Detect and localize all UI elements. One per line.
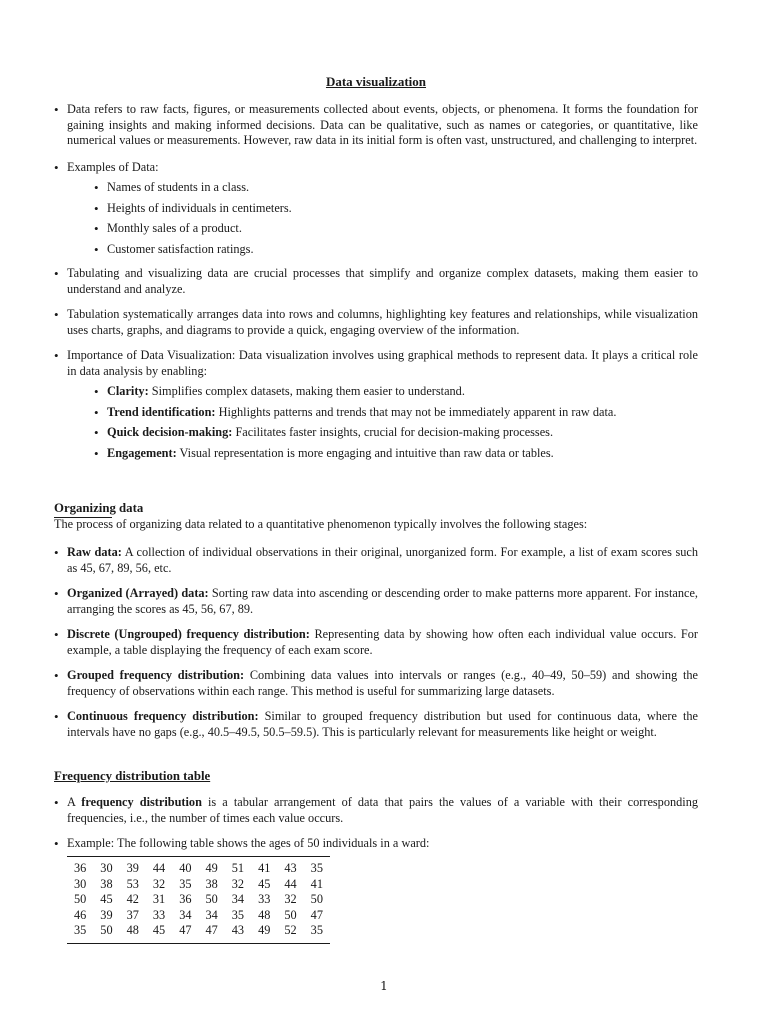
- table-cell: 36: [74, 861, 87, 875]
- table-cell: 47: [310, 907, 323, 922]
- definition-prefix: A: [67, 795, 82, 809]
- table-cell: 47: [179, 923, 192, 937]
- organizing-heading: Organizing data: [54, 501, 144, 515]
- table-cell: 48: [126, 923, 139, 937]
- stage-text: Combining data values into intervals or ranges (e.g., 40–49, 50–59) and showing the frequency of observations within each range. This method is useful for summarizing large datasets.: [67, 668, 698, 698]
- organizing-lead: The process of organizing data related to a quantitative phenomenon typically involves the following stages:: [54, 517, 588, 531]
- tabulation-paragraph: Tabulation systematically arranges data into rows and columns, highlighting key features and relationships, while visualization uses charts, graphs, and diagrams to provide a quick, engaging overview of the information.: [67, 307, 698, 337]
- table-cell: 49: [205, 861, 218, 875]
- list-item: [54, 102, 698, 149]
- list-item: [54, 709, 698, 740]
- stage-term: Continuous frequency distribution:: [67, 709, 259, 723]
- list-item: [54, 307, 698, 338]
- table-cell: 47: [205, 923, 218, 937]
- list-item: [94, 221, 698, 237]
- page-number: 1: [380, 979, 388, 993]
- table-cell: 32: [284, 892, 297, 906]
- table-cell: 35: [74, 923, 87, 937]
- examples-list: [67, 180, 698, 257]
- benefit-term: Trend identification:: [107, 404, 216, 419]
- table-cell: 39: [100, 907, 113, 922]
- table-cell: 31: [152, 892, 166, 906]
- list-item: [54, 627, 698, 658]
- benefit-term: Quick decision-making:: [107, 425, 233, 439]
- table-cell: 45: [258, 876, 271, 891]
- table-cell: 53: [126, 876, 139, 891]
- table-cell: 50: [310, 892, 323, 906]
- table-cell: 39: [126, 861, 139, 875]
- table-cell: 40: [179, 861, 192, 875]
- stage-text: Sorting raw data into ascending or descending order to make patterns more apparent. For instance, arranging the scores as 45, 56, 67, 89.: [67, 586, 698, 616]
- benefit-term: Engagement:: [107, 445, 177, 460]
- list-item: [54, 836, 698, 852]
- list-item: [94, 405, 698, 421]
- table-cell: 41: [310, 876, 323, 891]
- table-cell: 48: [258, 907, 271, 922]
- list-item: [54, 266, 698, 297]
- benefits-list: [67, 384, 698, 461]
- benefit-term: Clarity:: [107, 384, 149, 398]
- table-cell: 30: [100, 861, 113, 875]
- benefit-text: Visual representation is more engaging and intuitive than raw data or tables.: [176, 445, 554, 460]
- table-row: [67, 857, 330, 877]
- definition-term: frequency distribution: [81, 795, 202, 809]
- benefit-text: Simplifies complex datasets, making them easier to understand.: [148, 384, 465, 398]
- example-item: Customer satisfaction ratings.: [107, 241, 254, 256]
- table-cell: 44: [284, 876, 297, 891]
- table-cell: 50: [205, 892, 218, 906]
- frequency-section: [54, 795, 698, 852]
- list-item: [54, 160, 698, 258]
- page-title: Data visualization: [325, 74, 427, 89]
- table-cell: 33: [152, 907, 166, 922]
- ages-table-wrapper: [67, 856, 330, 944]
- table-cell: 38: [205, 876, 218, 891]
- list-item: [94, 180, 698, 196]
- table-row: [67, 892, 330, 908]
- table-cell: 32: [152, 876, 166, 891]
- table-cell: 38: [100, 876, 113, 891]
- table-cell: 33: [258, 892, 271, 906]
- table-cell: 50: [100, 923, 113, 937]
- example-item: Names of students in a class.: [107, 180, 250, 194]
- example-text: Example: The following table shows the ages of 50 individuals in a ward:: [67, 836, 430, 850]
- list-item: [94, 242, 698, 258]
- list-item: [54, 586, 698, 617]
- table-cell: 34: [231, 892, 245, 906]
- list-item: [94, 384, 698, 400]
- table-row: [67, 877, 330, 893]
- intro-paragraph: Data refers to raw facts, figures, or measurements collected about events, objects, or phenomena. It forms the foundation for gaining insights and making informed decisions. Data can be qualitative, such as names or categories, or quantitative, like numerical values or measurements. However, raw data in its initial form is often vast, unstructured, and challenging to interpret.: [67, 102, 698, 147]
- table-cell: 32: [231, 876, 245, 891]
- list-item: [94, 446, 698, 462]
- table-cell: 37: [126, 907, 139, 922]
- list-item: [54, 545, 698, 576]
- table-cell: 34: [205, 907, 218, 922]
- table-cell: 49: [258, 923, 271, 937]
- table-cell: 41: [258, 861, 271, 875]
- table-cell: 52: [284, 923, 297, 937]
- table-cell: 51: [231, 861, 245, 875]
- stage-text: Similar to grouped frequency distribution but used for continuous data, where the intervals have no gaps (e.g., 40.5–49.5, 50.5–59.5). This is particularly relevant for measurements like height or weight.: [67, 709, 698, 739]
- table-cell: 36: [179, 892, 192, 906]
- table-cell: 43: [284, 861, 297, 875]
- list-item: [94, 201, 698, 217]
- table-cell: 42: [126, 892, 139, 906]
- table-cell: 34: [179, 907, 192, 922]
- stage-term: Discrete (Ungrouped) frequency distribution:: [67, 627, 310, 641]
- table-cell: 45: [152, 923, 166, 937]
- stage-text: A collection of individual observations in their original, unorganized form. For example, a list of exam scores such as 45, 67, 89, 56, etc.: [67, 545, 698, 575]
- example-item: Heights of individuals in centimeters.: [107, 200, 292, 215]
- table-cell: 50: [284, 907, 297, 922]
- table-cell: 35: [310, 923, 323, 937]
- ages-table: [67, 856, 330, 944]
- example-item: Monthly sales of a product.: [107, 221, 242, 235]
- heading-underline: [54, 517, 112, 518]
- table-cell: 45: [100, 892, 113, 906]
- importance-paragraph: Importance of Data Visualization: Data visualization involves using graphical methods to represent data. It plays a critical role in data analysis by enabling:: [67, 348, 698, 378]
- table-cell: 35: [310, 861, 323, 875]
- organizing-section: [54, 545, 698, 740]
- stage-term: Organized (Arrayed) data:: [67, 586, 209, 600]
- stage-term: Raw data:: [67, 545, 122, 559]
- examples-label: Examples of Data:: [67, 159, 159, 174]
- definition-text: is a tabular arrangement of data that pairs the values of a variable with their corresponding frequencies, i.e., the number of times each value occurs.: [67, 795, 698, 825]
- table-cell: 43: [231, 923, 245, 937]
- stage-text: Representing data by showing how often each individual value occurs. For example, a table displaying the frequency of each exam score.: [67, 627, 698, 657]
- table-row: [67, 923, 330, 943]
- list-item: [54, 668, 698, 699]
- table-cell: 46: [74, 907, 87, 922]
- table-cell: 30: [74, 876, 87, 891]
- stage-term: Grouped frequency distribution:: [67, 668, 245, 682]
- tabulating-paragraph: Tabulating and visualizing data are crucial processes that simplify and organize complex datasets, making them easier to understand and analyze.: [67, 266, 698, 296]
- table-cell: 35: [231, 907, 245, 922]
- table-cell: 50: [74, 892, 87, 906]
- benefit-text: Highlights patterns and trends that may not be immediately apparent in raw data.: [215, 404, 617, 419]
- list-item: [54, 348, 698, 461]
- frequency-heading: Frequency distribution table: [54, 769, 211, 783]
- list-item: [94, 425, 698, 441]
- list-item: [54, 795, 698, 826]
- table-row: [67, 908, 330, 924]
- table-cell: 44: [152, 861, 166, 875]
- table-cell: 35: [179, 876, 192, 891]
- benefit-text: Facilitates faster insights, crucial for decision-making processes.: [232, 425, 554, 439]
- intro-section: [54, 102, 698, 466]
